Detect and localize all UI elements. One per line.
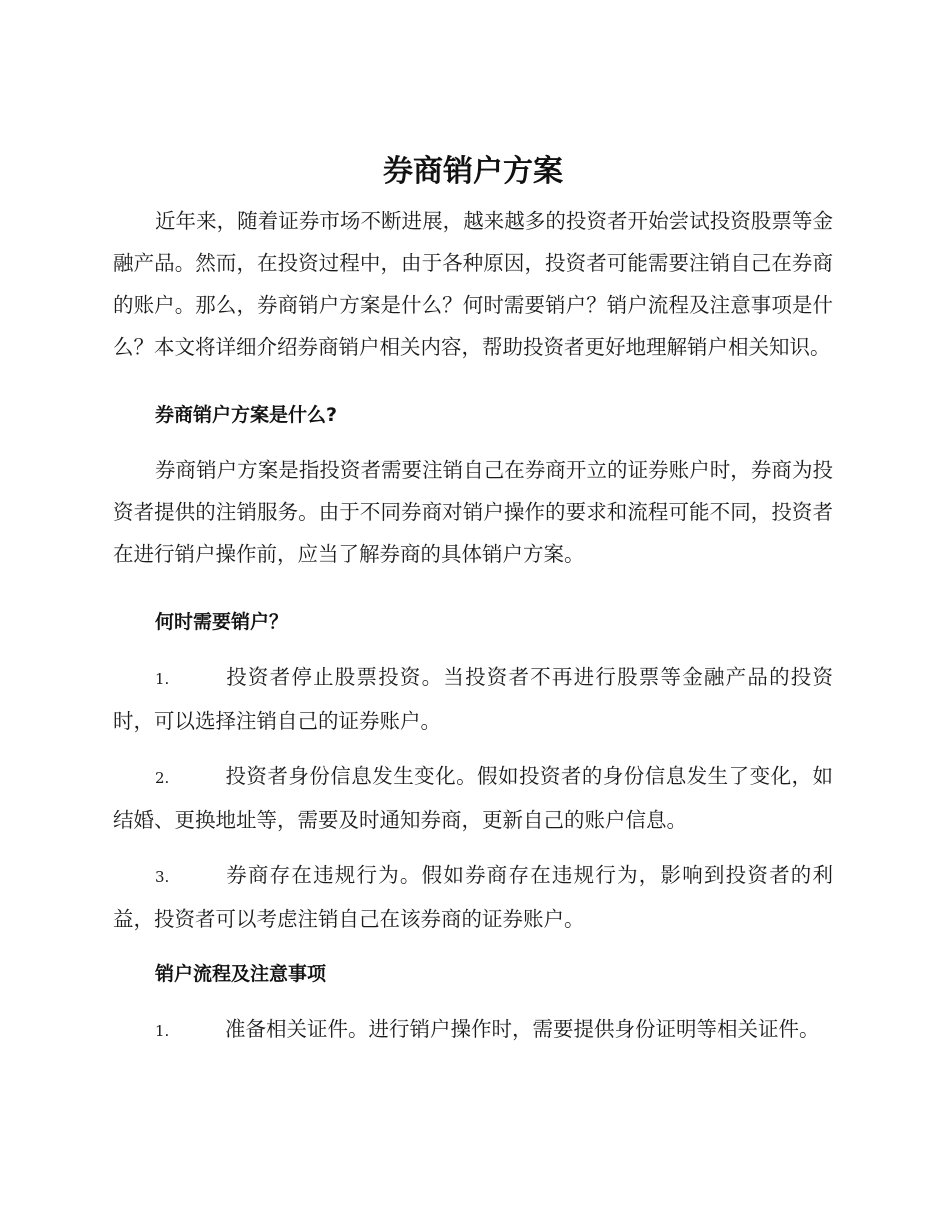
document-page <box>113 150 833 1065</box>
section-heading-when: 何时需要销户？ <box>155 611 289 633</box>
list-item-number: 2. <box>155 769 170 787</box>
list-item-number: 1. <box>155 1022 170 1040</box>
list-item-text: 券商存在违规行为。假如券商存在违规行为，影响到投资者的利益，投资者可以考虑注销自己在该券商的证券账户。 <box>113 863 833 931</box>
list-item <box>113 854 833 940</box>
intro-paragraph: 近年来，随着证券市场不断进展，越来越多的投资者开始尝试投资股票等金融产品。然而，在投资过程中，由于各种原因，投资者可能需要注销自己在券商的账户。那么，券商销户方案是什么？何时需要销户？销户流程及注意事项是什么？本文将详细介绍券商销户相关内容，帮助投资者更好地理解销户相关知识。 <box>113 209 833 359</box>
list-item-number: 3. <box>155 868 170 886</box>
list-item-number: 1. <box>155 670 170 688</box>
list-item-text: 准备相关证件。进行销户操作时，需要提供身份证明等相关证件。 <box>225 1017 820 1041</box>
list-item <box>113 1008 833 1052</box>
list-item-text: 投资者身份信息发生变化。假如投资者的身份信息发生了变化，如结婚、更换地址等，需要及时通知券商，更新自己的账户信息。 <box>113 764 833 832</box>
list-item <box>113 755 833 841</box>
list-item <box>113 656 833 742</box>
section-heading-what-is: 券商销户方案是什么? <box>155 404 338 426</box>
section-heading-process: 销户流程及注意事项 <box>155 963 327 985</box>
document-title: 券商销户方案 <box>383 154 563 189</box>
list-item-text: 投资者停止股票投资。当投资者不再进行股票等金融产品的投资时，可以选择注销自己的证券账户。 <box>113 665 833 733</box>
section-paragraph-what-is: 券商销户方案是指投资者需要注销自己在券商开立的证券账户时，券商为投资者提供的注销服务。由于不同券商对销户操作的要求和流程可能不同，投资者在进行销户操作前，应当了解券商的具体销户方案。 <box>113 458 833 566</box>
